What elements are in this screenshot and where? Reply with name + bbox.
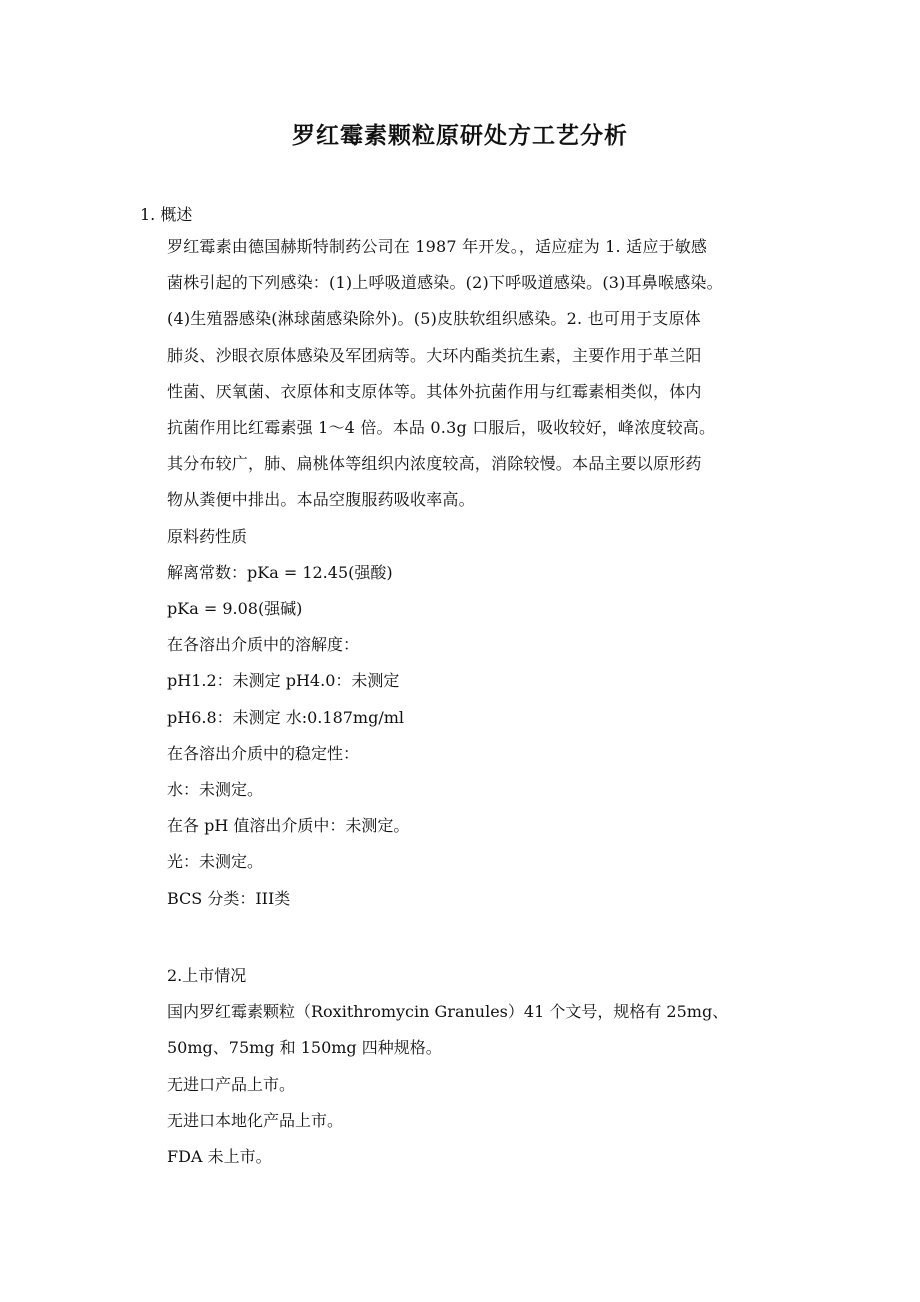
overview-line: 菌株引起的下列感染：(1)上呼吸道感染。(2)下呼吸道感染。(3)耳鼻喉感染。 [167,273,723,293]
overview-line: 肺炎、沙眼衣原体感染及军团病等。大环内酯类抗生素，主要作用于革兰阳 [167,345,702,365]
property-line: 在各溶出介质中的溶解度： [167,635,360,655]
property-line: pKa = 9.08(强碱) [167,599,303,619]
market-line: 无进口本地化产品上市。 [167,1110,344,1130]
property-line: 在各溶出介质中的稳定性： [167,743,360,763]
property-line: pH1.2：未测定 pH4.0：未测定 [167,671,400,691]
property-line: pH6.8：未测定 水:0.187mg/ml [167,707,405,727]
market-line: 50mg、75mg 和 150mg 四种规格。 [167,1038,442,1058]
market-line: 国内罗红霉素颗粒（Roxithromycin Granules）41 个文号，规格有 25mg、 [167,1002,729,1022]
overview-line: 其分布较广，肺、扁桃体等组织内浓度较高，消除较慢。本品主要以原形药 [167,454,702,474]
section-2-heading: 2.上市情况 [167,966,247,985]
section-2-body [167,958,787,1175]
section-1-body [167,229,787,917]
overview-line: (4)生殖器感染(淋球菌感染除外)。(5)皮肤软组织感染。2. 也可用于支原体 [167,309,701,329]
overview-line: 抗菌作用比红霉素强 1～4 倍。本品 0.3g 口服后，吸收较好，峰浓度较高。 [167,418,716,438]
property-line: 在各 pH 值溶出介质中：未测定。 [167,816,410,836]
drug-properties [167,519,787,917]
overview-paragraph [167,229,787,519]
property-line: 解离常数：pKa = 12.45(强酸) [167,562,393,582]
overview-line: 罗红霉素由德国赫斯特制药公司在 1987 年开发。，适应症为 1. 适应于敏感 [167,237,708,256]
property-line: BCS 分类：III类 [167,888,291,908]
market-line: FDA 未上市。 [167,1147,272,1167]
overview-line: 性菌、厌氧菌、衣原体和支原体等。其体外抗菌作用与红霉素相类似，体内 [167,381,702,401]
document-title: 罗红霉素颗粒原研处方工艺分析 [292,123,628,149]
section-1-heading: 1. 概述 [140,205,193,224]
properties-heading: 原料药性质 [167,526,248,546]
property-line: 光：未测定。 [167,852,264,872]
property-line: 水：未测定。 [167,780,264,800]
overview-line: 物从粪便中排出。本品空腹服药吸收率高。 [167,490,475,510]
market-line: 无进口产品上市。 [167,1074,296,1094]
